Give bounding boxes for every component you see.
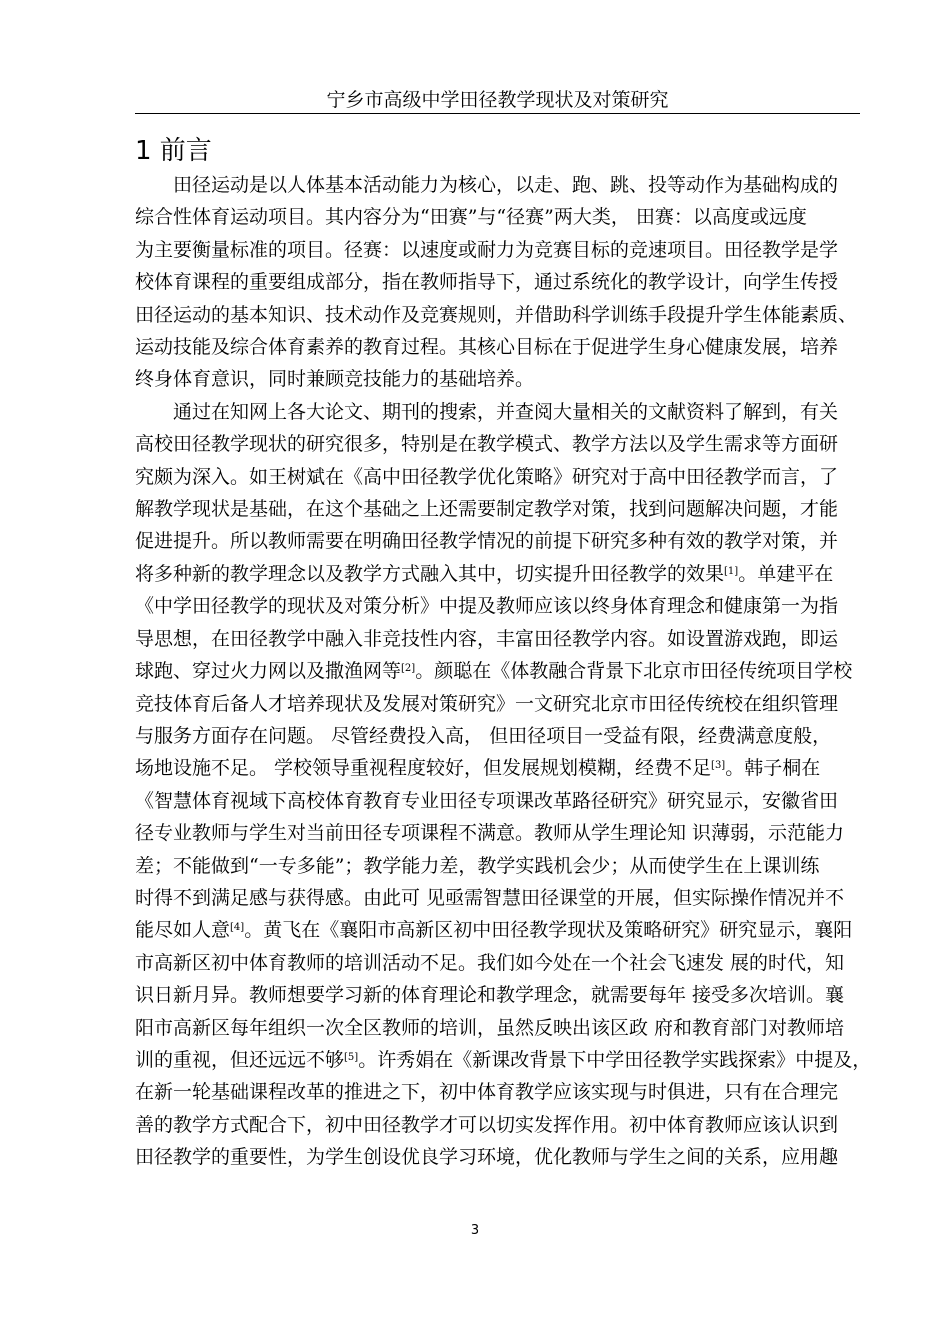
text-segment: 。许秀娟在《新课改背景下中学田径教学实践探索》中提及， <box>358 1048 872 1071</box>
text-line: 运动技能及综合体育素养的教育过程。其核心目标在于促进学生身心健康发展，培养 <box>135 336 839 359</box>
text-line: 在新一轮基础课程改革的推进之下，初中体育教学应该实现与时俱进，只有在合理完 <box>135 1081 839 1104</box>
text-segment: 将多种新的教学理念以及教学方式融入其中，切实提升田径教学的效果 <box>135 562 725 585</box>
text-line: 综合性体育运动项目。其内容分为“田赛”与“径赛”两大类， 田赛：以高度或远度 <box>135 206 807 229</box>
text-line: 时得不到满足感与获得感。由此可 见亟需智慧田径课堂的开展，但实际操作情况并不 <box>135 886 845 909</box>
text-line-with-citation <box>135 914 860 946</box>
text-segment: 。韩子桐在 <box>725 757 821 780</box>
text-line: 导思想，在田径教学中融入非竞技性内容，丰富田径教学内容。如设置游戏跑，即运 <box>135 627 839 650</box>
text-line-with-citation <box>135 558 860 590</box>
header-divider <box>135 113 860 114</box>
text-line: 阳市高新区每年组织一次全区教师的培训，虽然反映出该区政 府和教育部门对教师培 <box>135 1016 845 1039</box>
text-line: 高校田径教学现状的研究很多，特别是在教学模式、教学方法以及学生需求等方面研 <box>135 433 839 456</box>
text-line: 究颇为深入。如王树斌在《高中田径教学优化策略》研究对于高中田径教学而言，了 <box>135 465 839 488</box>
citation-ref: [3] <box>711 760 726 772</box>
text-segment: 能尽如人意 <box>135 919 231 942</box>
text-line: 径专业教师与学生对当前田径专项课程不满意。教师从学生理论知 识薄弱，示范能力 <box>135 822 845 845</box>
text-line: 为主要衡量标准的项目。径赛：以速度或耐力为竞赛目标的竞速项目。田径教学是学 <box>135 238 839 261</box>
text-line: 田径运动的基本知识、技术动作及竞赛规则，并借助科学训练手段提升学生体能素质、 <box>135 303 858 326</box>
text-line: 《智慧体育视域下高校体育教育专业田径专项课改革路径研究》研究显示，安徽省田 <box>135 789 839 812</box>
running-header-title: 宁乡市高级中学田径教学现状及对策研究 <box>326 89 669 111</box>
citation-ref: [5] <box>344 1051 359 1063</box>
citation-ref: [1] <box>724 565 739 577</box>
text-line-with-citation <box>135 655 860 687</box>
citation-ref: [2] <box>401 663 416 675</box>
text-line: 田径教学的重要性，为学生创设优良学习环境，优化教师与学生之间的关系，应用趣 <box>135 1146 839 1169</box>
text-line: 终身体育意识，同时兼顾竞技能力的基础培养。 <box>135 368 535 391</box>
text-line-with-citation <box>135 1044 872 1076</box>
text-line: 市高新区初中体育教师的培训活动不足。我们如今处在一个社会飞速发 展的时代，知 <box>135 951 845 974</box>
page-number: 3 <box>470 1223 480 1238</box>
text-line: 校体育课程的重要组成部分，指在教师指导下，通过系统化的教学设计，向学生传授 <box>135 271 839 294</box>
text-line: 田径运动是以人体基本活动能力为核心，以走、跑、跳、投等动作为基础构成的 <box>173 174 839 196</box>
text-segment: 。单建平在 <box>738 562 834 585</box>
text-segment: 球跑、穿过火力网以及撒渔网等 <box>135 660 402 683</box>
text-line: 识日新月异。教师想要学习新的体育理论和教学理念，就需要每年 接受多次培训。襄 <box>135 984 845 1007</box>
text-segment: 场地设施不足。 学校领导重视程度较好，但发展规划模糊，经费不足 <box>135 757 712 780</box>
text-line: 解教学现状是基础，在这个基础之上还需要制定教学对策，找到问题解决问题，才能 <box>135 498 839 521</box>
body-text <box>135 169 872 1174</box>
text-segment: 训的重视，但还远远不够 <box>135 1048 345 1071</box>
text-line: 竞技体育后备人才培养现状及发展对策研究》一文研究北京市田径传统校在组织管理 <box>135 692 839 715</box>
citation-ref: [4] <box>230 922 245 934</box>
text-line: 促进提升。所以教师需要在明确田径教学情况的前提下研究多种有效的教学对策，并 <box>135 530 839 553</box>
section-heading: 1 前言 <box>135 136 212 166</box>
text-line: 差；不能做到“一专多能”；教学能力差，教学实践机会少；从而使学生在上课训练 <box>135 854 820 877</box>
text-segment: 。颜聪在《体教融合背景下北京市田径传统项目学校 <box>415 660 853 683</box>
paragraph-literature-review <box>135 396 872 1174</box>
text-line: 与服务方面存在问题。 尽管经费投入高， 但田径项目一受益有限，经费满意度般， <box>135 724 832 747</box>
text-segment: 。黄飞在《襄阳市高新区初中田径教学现状及策略研究》研究显示，襄阳 <box>244 919 853 942</box>
text-line: 善的教学方式配合下，初中田径教学才可以切实发挥作用。初中体育教师应该认识到 <box>135 1113 839 1136</box>
text-line: 《中学田径教学的现状及对策分析》中提及教师应该以终身体育理念和健康第一为指 <box>135 595 839 618</box>
text-line: 通过在知网上各大论文、期刊的搜索，并查阅大量相关的文献资料了解到，有关 <box>173 400 839 423</box>
text-line-with-citation <box>135 752 860 784</box>
paragraph-intro <box>135 169 860 396</box>
